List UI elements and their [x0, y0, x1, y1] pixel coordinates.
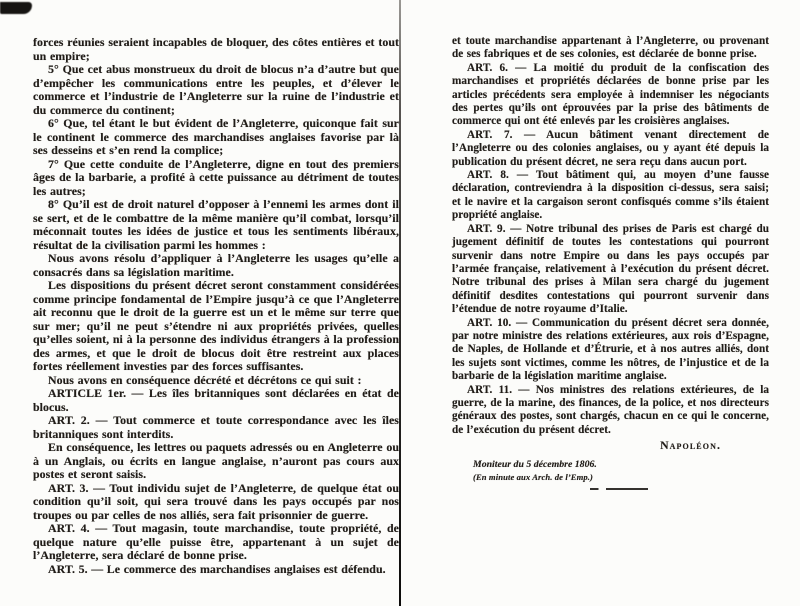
footnote — [473, 458, 769, 485]
paragraph-resolution: Nous avons résolu d’appliquer à l’Angleterre les usages qu’elle a consacrés dans sa législation maritime. — [33, 251, 399, 279]
paragraph-article-5: ART. 5. — Le commerce des marchandises anglaises est défendu. — [48, 561, 386, 576]
paragraph-article-2: ART. 2. — Tout commerce et toute correspondance avec les îles britanniques sont interdits. — [33, 413, 399, 441]
paragraph-article-9: ART. 9. — Notre tribunal des prises de Paris est chargé du jugement définitif de toutes les contestations qui pourront survenir dans notre Empire ou dans les pays occupés par l’armée française, relativement à l’exécution du présent décret. Notre tribunal des prises à Milan sera chargé du jugement définitif desdites contestations qui pourront survenir dans l’étendue de notre royaume d’Italie. — [452, 222, 769, 316]
paragraph-article-6: ART. 6. — La moitié du produit de la confiscation des marchandises et propriétés déclarées de bonne prise par les articles précédents sera employée à indemniser les négociants des pertes qu’ils ont éprouvées par la prise des bâtiments de commerce qui ont été enlevés par les croisières anglaises. — [452, 61, 769, 128]
paragraph-article-8: ART. 8. — Tout bâtiment qui, au moyen d’une fausse déclaration, contreviendra à la disposition ci-dessus, sera saisi; et le navire et la cargaison seront confisqués comme s’ils étaient propriété anglaise. — [452, 169, 769, 222]
paragraph-article-1: ARTICLE 1er. — Les îles britanniques sont déclarées en état de blocus. — [33, 386, 399, 414]
paragraph-article-5-continuation: et toute marchandise appartenant à l’Angleterre, ou provenant de ses fabriques et de ses colonies, est déclarée de bonne prise. — [452, 35, 769, 61]
paragraph-article-7: ART. 7. — Aucun bâtiment venant directement de l’Angleterre ou des colonies anglaises, ou y ayant été depuis la publication du présent décret, ne sera reçu dans aucun port. — [452, 128, 769, 168]
scan-artifact-smudge — [0, 2, 32, 14]
left-column — [33, 36, 399, 576]
paragraph-point-7: 7° Que cette conduite de l’Angleterre, digne en tout des premiers âges de la barbarie, a profité à cette puissance au détriment de toutes les autres; — [33, 156, 399, 198]
paragraph-article-4: ART. 4. — Tout magasin, toute marchandise, toute propriété, de quelque nature qu’elle puisse être, appartenant à un sujet de l’Angleterre, sera déclaré de bonne prise. — [33, 521, 399, 562]
paragraph-point-5: 5° Que cet abus monstrueux du droit de blocus n’a d’autre but que d’empêcher les communications entre les peuples, et d’élever le commerce et l’industrie de l’Angleterre sur la ruine de l’industrie et du commerce du continent; — [33, 62, 399, 117]
paragraph-continuation: forces réunies seraient incapables de bloquer, des côtes entières et tout un empire; — [33, 35, 399, 63]
paragraph-article-2-consequence: En conséquence, les lettres ou paquets adressés ou en Angleterre ou à un Anglais, ou écrits en langue anglaise, n’auront pas cours aux postes et seront saisis. — [33, 440, 399, 481]
footnote-archive-note: (En minute aux Arch. de l’Emp.) — [473, 472, 594, 482]
paragraph-point-6: 6° Que, tel étant le but évident de l’Angleterre, quiconque fait sur le continent le commerce des marchandises anglaises favorise par là ses desseins et s’en rend la complice; — [33, 116, 399, 157]
paragraph-article-10: ART. 10. — Communication du présent décret sera donnée, par notre ministre des relations extérieures, aux rois d’Espagne, de Naples, de Hollande et d’Étrurie, et à nos autres alliés, dont les sujets sont victimes, comme les nôtres, de l’injustice et de la barbarie de la législation maritime anglaise. — [452, 316, 769, 383]
paragraph-point-8: 8° Qu’il est de droit naturel d’opposer à l’ennemi les armes dont il se sert, et de le combattre de la même manière qu’il combat, lorsqu’il méconnait toutes les idées de justice et tous les sentiments libéraux, résultat de la civilisation parmi les hommes : — [33, 197, 399, 252]
paragraph-decree-intro: Nous avons en conséquence décrété et décrétons ce qui suit : — [48, 372, 362, 387]
right-column — [452, 35, 769, 490]
paragraph-article-3: ART. 3. — Tout individu sujet de l’Angleterre, de quelque état ou condition qu’il soit, qui sera trouvé dans les pays occupés par nos troupes ou par celles de nos alliés, sera fait prisonnier de guerre. — [33, 480, 399, 522]
paragraph-article-11: ART. 11. — Nos ministres des relations extérieures, de la guerre, de la marine, des finances, de la police, et nos directeurs généraux des postes, sont chargés, chacun en ce qui le concerne, de l’exécution du présent décret. — [452, 383, 769, 436]
footnote-source: Moniteur du 5 décembre 1806. — [473, 458, 597, 470]
end-of-text-rule — [590, 488, 648, 490]
signature-napoleon: Napoléon. — [660, 438, 721, 453]
paragraph-dispositions: Les dispositions du présent décret seront constamment considérées comme principe fondamental de l’Empire jusqu’à ce que l’Angleterre ait reconnu que le droit de la guerre est un et le même sur terre que sur mer; qu’il ne peut s’étendre ni aux propriétés privées, quelles qu’elles soient, ni à la personne des individus étrangers à la profession des armes, et que le droit de blocus doit être restreint aux places fortes réellement investies par des forces suffisantes. — [33, 278, 399, 373]
column-divider-rule — [399, 0, 401, 606]
